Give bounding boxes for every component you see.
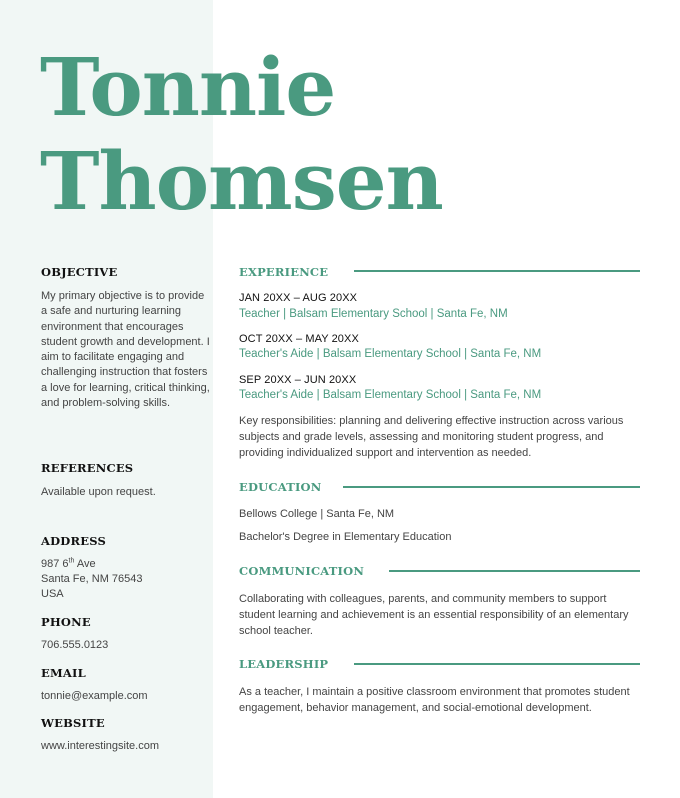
education-degree: Bachelor's Degree in Elementary Education	[239, 531, 452, 543]
references-text: Available upon request.	[41, 486, 156, 498]
leadership-text: As a teacher, I maintain a positive classroom environment that promotes student engagement, behavior management, and social-emotional development.	[239, 686, 630, 714]
website-value[interactable]: www.interestingsite.com	[41, 740, 159, 752]
email-heading: EMAIL	[41, 666, 86, 680]
address-heading: ADDRESS	[41, 534, 106, 548]
references-heading: REFERENCES	[41, 461, 134, 475]
job-3-title: Teacher's Aide | Balsam Elementary School | Santa Fe, NM	[239, 389, 542, 401]
address-street: 987 6th Ave	[41, 557, 96, 570]
communication-heading: COMMUNICATION	[239, 564, 365, 578]
job-1-title: Teacher | Balsam Elementary School | Santa Fe, NM	[239, 308, 508, 320]
address-country: USA	[41, 588, 64, 600]
experience-responsibilities: Key responsibilities: planning and delivering effective instruction across various subjects and grade levels, assessing and monitoring student progress, and providing individualized support and intervention as needed.	[239, 415, 624, 459]
education-divider	[343, 486, 640, 488]
first-name: Tonnie	[40, 40, 336, 134]
website-heading: WEBSITE	[41, 716, 105, 730]
job-2-title: Teacher's Aide | Balsam Elementary School | Santa Fe, NM	[239, 348, 542, 360]
job-1-dates: JAN 20XX – AUG 20XX	[239, 292, 358, 304]
resume-name	[40, 40, 443, 228]
experience-heading: EXPERIENCE	[239, 265, 329, 279]
phone-value: 706.555.0123	[41, 639, 109, 651]
education-school: Bellows College | Santa Fe, NM	[239, 508, 395, 520]
communication-divider	[389, 570, 640, 572]
phone-heading: PHONE	[41, 615, 91, 629]
email-value[interactable]: tonnie@example.com	[41, 690, 148, 702]
address-city: Santa Fe, NM 76543	[41, 573, 143, 585]
objective-text: My primary objective is to provide a safe and nurturing learning environment that encourages student growth and development. I aim to facilitate engaging and challenging instruction that fosters a love for learning, critical thinking, and problem-solving skills.	[41, 290, 210, 410]
leadership-heading: LEADERSHIP	[239, 657, 329, 671]
leadership-divider	[354, 663, 640, 665]
education-heading: EDUCATION	[239, 480, 322, 494]
job-2-dates: OCT 20XX – MAY 20XX	[239, 333, 359, 345]
experience-divider	[354, 270, 640, 272]
communication-text: Collaborating with colleagues, parents, and community members to support student learning and achievement is an essential responsibility of an elementary school teacher.	[239, 593, 629, 637]
objective-heading: OBJECTIVE	[41, 265, 118, 279]
job-3-dates: SEP 20XX – JUN 20XX	[239, 374, 357, 386]
last-name: Thomsen	[40, 134, 443, 228]
